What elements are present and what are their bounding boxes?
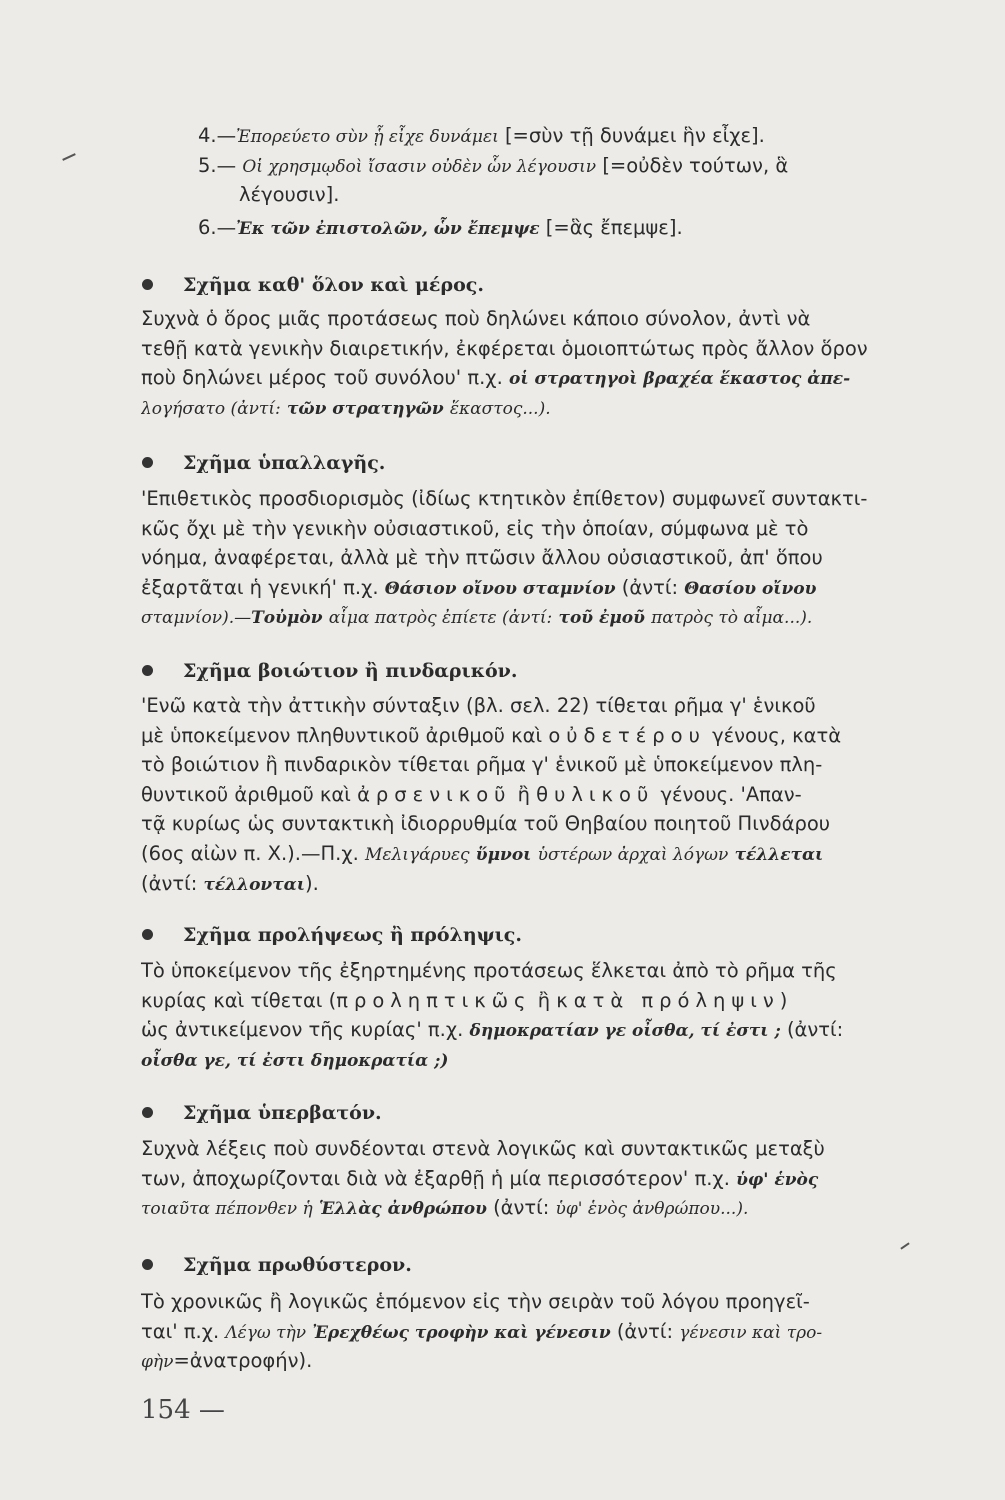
text-line: 'Ενῶ κατὰ τὴν ἀττικὴν σύνταξιν (βλ. σελ. 22) τίθεται ρῆμα γ' ἑνικοῦ <box>141 694 816 717</box>
section-body <box>141 691 869 898</box>
text-line: (ἀντί: τέλλονται). <box>141 871 319 895</box>
example-greek: Οἱ χρησμῳδοὶ ἴσασιν οὐδὲν ὧν λέγουσιν <box>242 157 597 177</box>
example-number: 5.— <box>198 154 237 177</box>
text-line: φὴν=ἀνατροφήν). <box>141 1349 313 1373</box>
text-line: μὲ ὑποκείμενον πληθυντικοῦ ἀριθμοῦ καὶ οὐδετέρου γένους, κατὰ <box>141 723 842 747</box>
text-line: τοιαῦτα πέπονθεν ἡ Ἑλλὰς ἀνθρώπου (ἀντί: ὑφ' ἑνὸς ἀνθρώπου...). <box>141 1196 749 1220</box>
text-line: Τὸ χρονικῶς ἢ λογικῶς ἑπόμενον εἰς τὴν σειρὰν τοῦ λόγου προηγεῖ- <box>141 1290 810 1313</box>
section-heading: Σχῆμα βοιώτιον ἢ πινδαρικόν. <box>142 656 517 686</box>
example-greek: Ἐπορεύετο σὺν ᾗ εἶχε δυνάμει <box>236 127 499 147</box>
text-line: τᾷ κυρίως ὡς συντακτικὴ ἰδιορρυθμία τοῦ Θηβαίου ποιητοῦ Πινδάρου <box>141 812 831 836</box>
text-line: θυντικοῦ ἀριθμοῦ καὶ ἀρσενικοῦ ἢ θυλικοῦ γένους. 'Απαν- <box>141 782 802 806</box>
text-line: ται' π.χ. Λέγω τὴν Ἐρεχθέως τροφὴν καὶ γένεσιν (ἀντί: γένεσιν καὶ τρο- <box>141 1319 823 1343</box>
example-6 <box>198 210 683 247</box>
bullet-icon <box>142 665 153 676</box>
text-line: τεθῇ κατὰ γενικὴν διαιρετικήν, ἐκφέρεται ὁμοιοπτώτως πρὸς ἄλλον ὅρον <box>141 336 868 360</box>
pencil-mark <box>62 153 76 161</box>
text-line: 'Επιθετικὸς προσδιορισμὸς (ἰδίως κτητικὸν ἐπίθετον) συμφωνεῖ συντακτι- <box>141 487 868 510</box>
text-line: κῶς ὄχι μὲ τὴν γενικὴν οὐσιαστικοῦ, εἰς τὴν ὁποίαν, σύμφωνα μὲ τὸ <box>141 516 809 540</box>
example-number: 4.— <box>198 124 237 147</box>
text-line: ποὺ δηλώνει μέρος τοῦ συνόλου' π.χ. οἱ στρατηγοὶ βραχέα ἕκαστος ἀπε- <box>141 366 851 390</box>
example-5-cont <box>239 177 340 213</box>
example-greek: Ἐκ τῶν ἐπιστολῶν, ὧν ἔπεμψε <box>236 219 540 239</box>
text-line: Συχνὰ λέξεις ποὺ συνδέονται στενὰ λογικῶς καὶ συντακτικῶς μεταξὺ <box>141 1137 825 1160</box>
section-heading: Σχῆμα ὑπερβατόν. <box>142 1098 382 1128</box>
section-body <box>141 956 869 1074</box>
section-heading: Σχῆμα πρωθύστερον. <box>142 1250 412 1280</box>
bullet-icon <box>142 1107 153 1118</box>
section-heading: Σχῆμα προλήψεως ἢ πρόληψις. <box>142 920 522 950</box>
bullet-icon <box>142 929 153 940</box>
bullet-icon <box>142 279 153 290</box>
text-line: Τὸ ὑποκείμενον τῆς ἐξηρτημένης προτάσεως ἕλκεται ἀπὸ τὸ ρῆμα τῆς <box>141 959 837 982</box>
text-line: τὸ βοιώτιον ἢ πινδαρικὸν τίθεται ρῆμα γ' ἑνικοῦ μὲ ὑποκείμενον πλη- <box>141 753 823 777</box>
pencil-mark <box>900 1242 909 1249</box>
text-line: κυρίας καὶ τίθεται (προληπτικῶς ἢ κατὰ πρόληψιν) <box>141 988 788 1012</box>
section-body <box>141 304 869 422</box>
text-line: οἶσθα γε, τί ἐστι δημοκρατία ;) <box>141 1050 449 1071</box>
section-heading: Σχῆμα ὑπαλλαγῆς. <box>142 448 385 478</box>
text-line: των, ἀποχωρίζονται διὰ νὰ ἐξαρθῇ ἡ μία περισσότερον' π.χ. ὑφ' ἑνὸς <box>141 1166 819 1190</box>
example-note: [=ἃς ἔπεμψε]. <box>545 216 683 239</box>
text-line: νόημα, ἀναφέρεται, ἀλλὰ μὲ τὴν πτῶσιν ἄλλου οὐσιαστικοῦ, ἀπ' ὅπου <box>141 546 823 570</box>
bullet-icon <box>142 1259 153 1270</box>
section-body <box>141 484 869 632</box>
example-note: λέγουσιν]. <box>239 183 340 206</box>
example-note: [=οὐδὲν τούτων, ἃ <box>602 154 789 177</box>
text-line: ὡς ἀντικείμενον τῆς κυρίας' π.χ. δημοκρατίαν γε οἶσθα, τί ἐστι ; (ἀντί: <box>141 1018 844 1042</box>
page-number: 154 — <box>141 1395 225 1425</box>
example-number: 6.— <box>198 216 237 239</box>
section-body <box>141 1287 869 1376</box>
text-line: λογήσατο (ἀντί: τῶν στρατηγῶν ἕκαστος...). <box>141 398 551 419</box>
text-line: (6ος αἰὼν π. Χ.).—Π.χ. Μελιγάρυες ὕμνοι ὑστέρων ἀρχαὶ λόγων τέλλεται <box>141 841 824 865</box>
example-note: [=σὺν τῇ δυνάμει ἣν εἶχε]. <box>504 124 765 147</box>
section-heading: Σχῆμα καθ' ὅλον καὶ μέρος. <box>142 270 484 300</box>
section-body <box>141 1134 869 1223</box>
text-line: ἐξαρτᾶται ἡ γενική' π.χ. Θάσιον οἴνου σταμνίον (ἀντί: Θασίου οἴνου <box>141 575 817 599</box>
text-line: σταμνίον).—Τοὐμὸν αἷμα πατρὸς ἐπίετε (ἀντί: τοῦ ἐμοῦ πατρὸς τὸ αἷμα...). <box>141 608 813 629</box>
bullet-icon <box>142 457 153 468</box>
text-line: Συχνὰ ὁ ὅρος μιᾶς προτάσεως ποὺ δηλώνει κάποιο σύνολον, ἀντὶ νὰ <box>141 307 811 330</box>
